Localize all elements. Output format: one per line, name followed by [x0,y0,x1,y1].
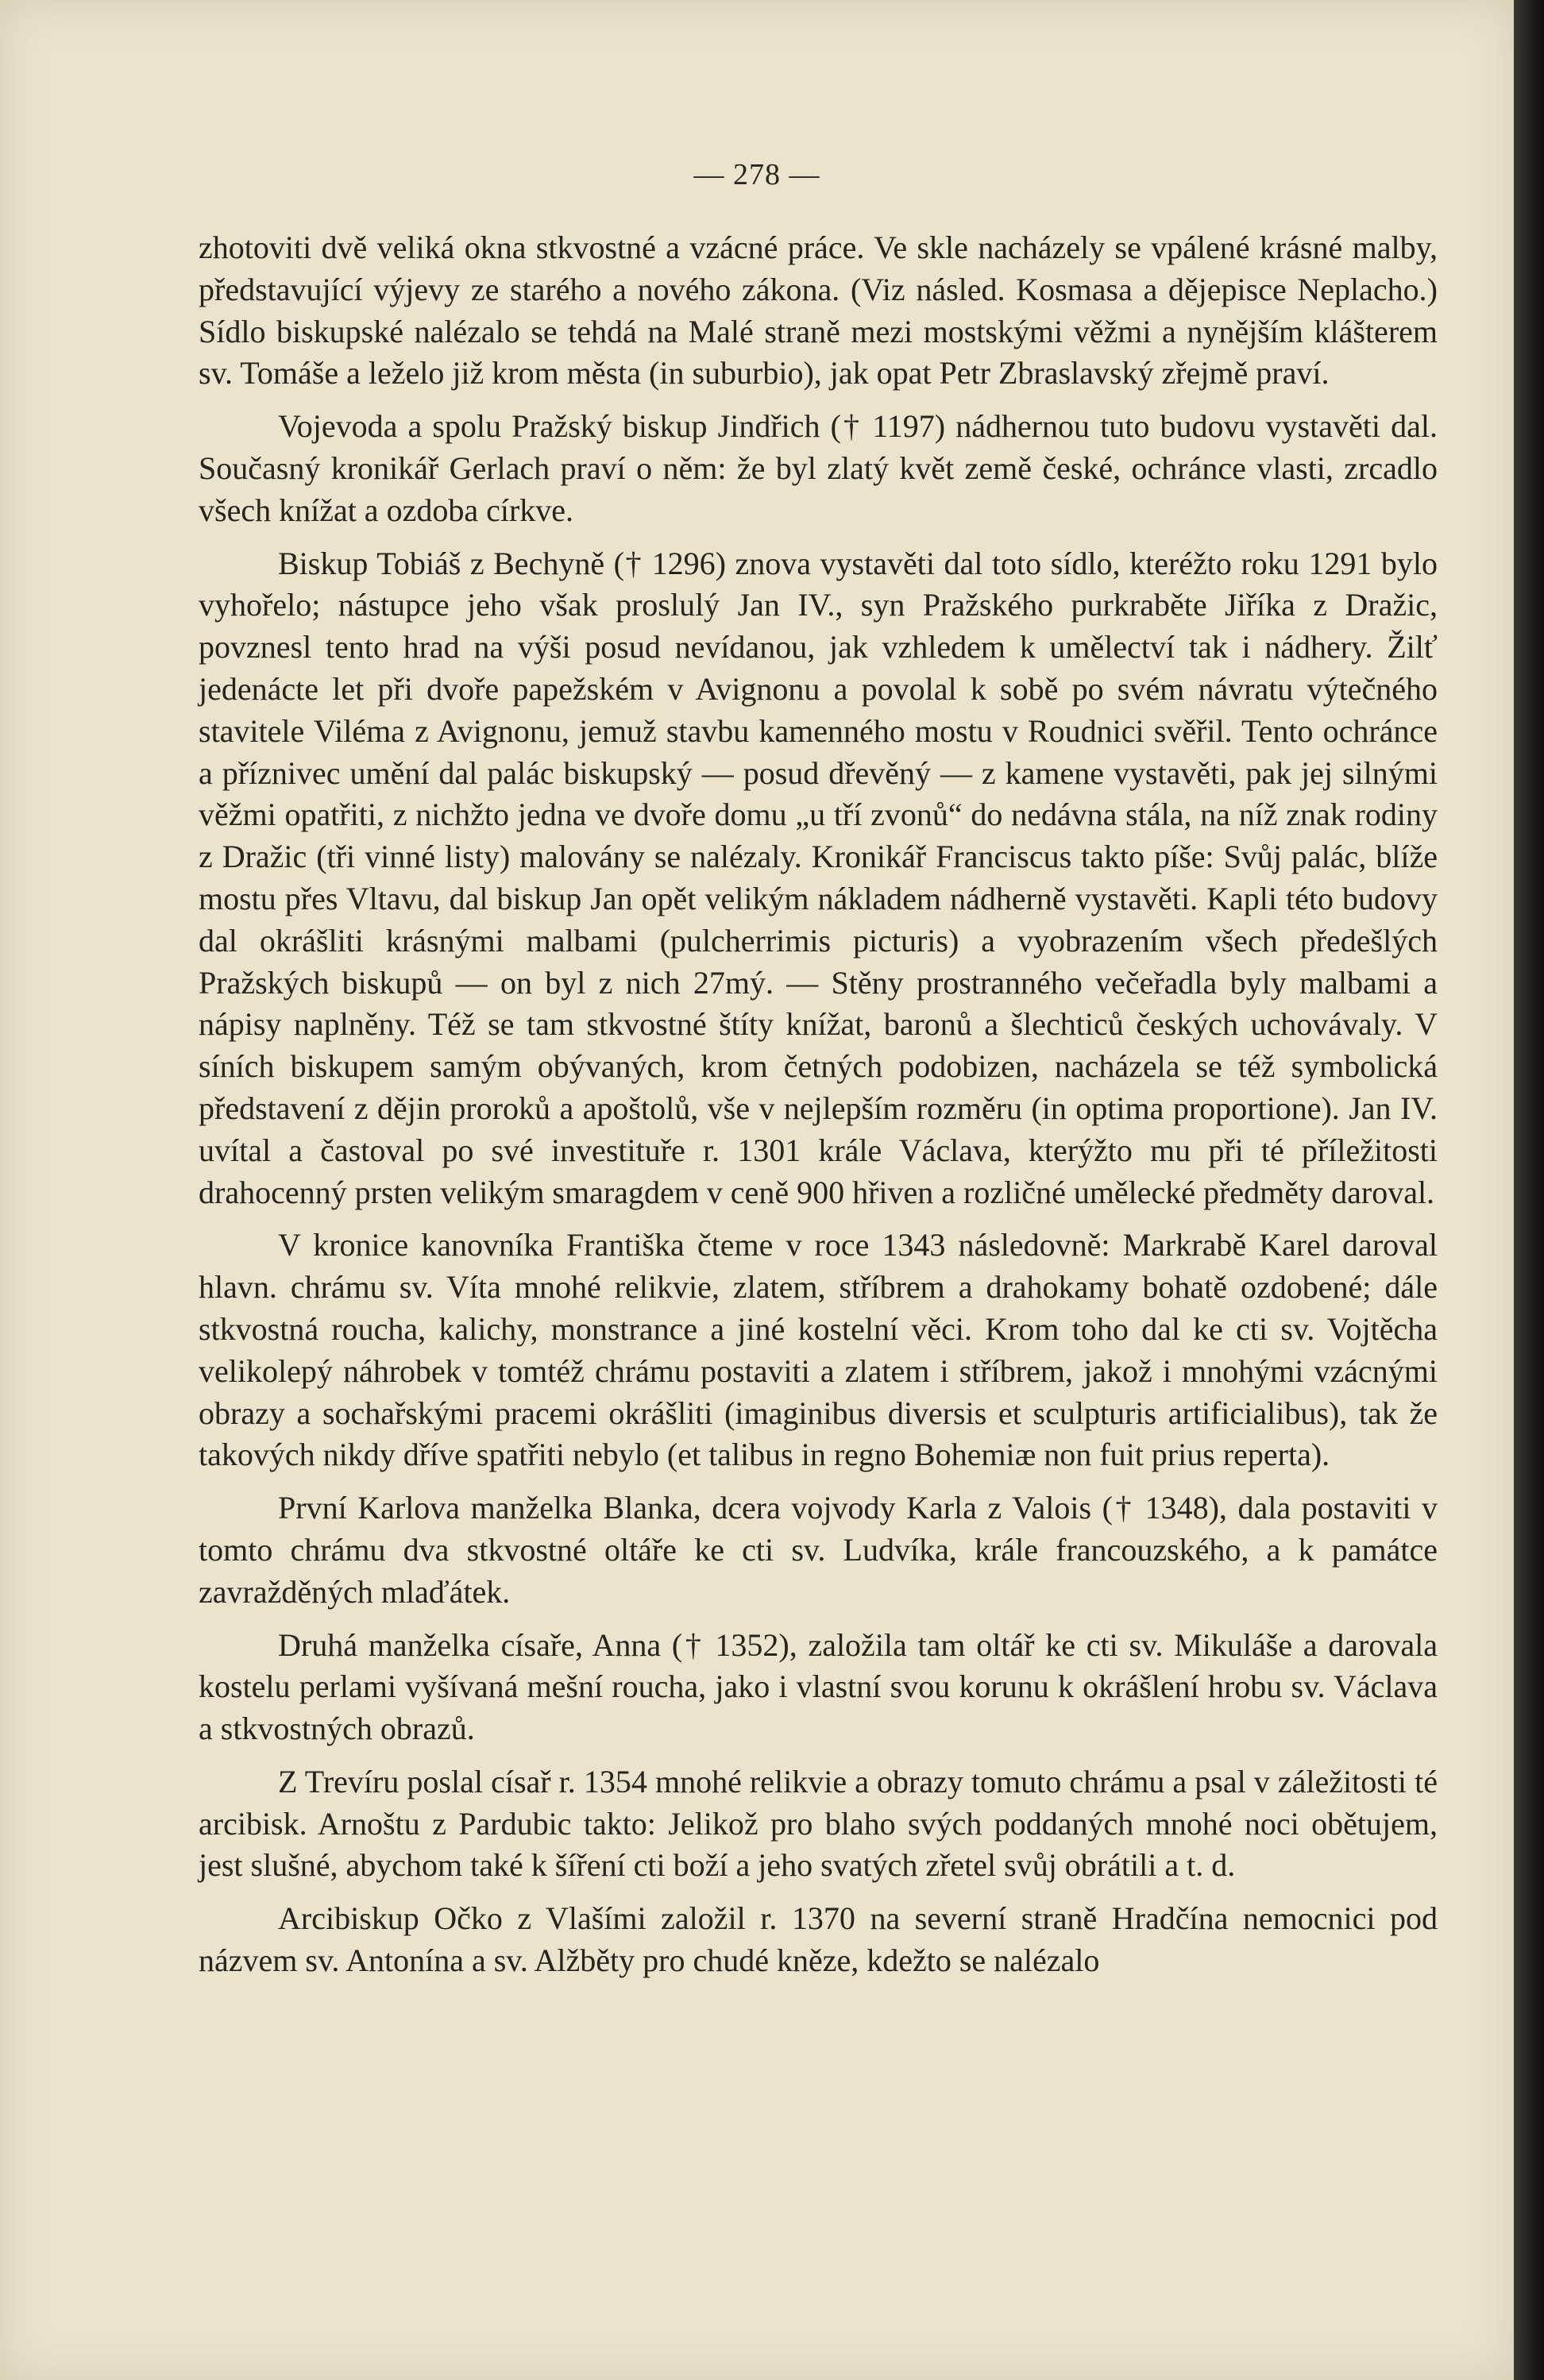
paragraph: První Karlova manželka Blanka, dcera vojvody Karla z Valois († 1348), dala postaviti v tomto chrámu dva stkvostné oltáře ke cti sv. Ludvíka, krále francouzského, a k památce zavražděných mlaďátek. [199,1490,1438,1610]
paragraph: zhotoviti dvě veliká okna stkvostné a vzácné práce. Ve skle nacházely se vpálené krásné malby, představující výjevy ze starého a nového zákona. (Viz násled. Kosmasa a dějepisce Neplacho.) Sídlo biskupské nalézalo se tehdá na Malé straně mezi mostskými věžmi a nynějším klášterem sv. Tomáše a leželo již krom města (in suburbio), jak opat Petr Zbraslavský zřejmě praví. [199,230,1438,392]
paragraph: V kronice kanovníka Františka čteme v roce 1343 následovně: Markrabě Karel daroval hlavn. chrámu sv. Víta mnohé relikvie, zlatem, stříbrem a drahokamy bohatě ozdobené; dále stkvostná roucha, kalichy, monstrance a jiné kostelní věci. Krom toho dal ke cti sv. Vojtěcha velikolepý náhrobek v tomtéž chrámu postaviti a zlatem i stříbrem, jakož i mnohými vzácnými obrazy a sochařskými pracemi okrášliti (imaginibus diversis et sculpturis artificialibus), tak že takových nikdy dříve spatřiti nebylo (et talibus in regno Bohemiæ non fuit prius reperta). [199,1227,1438,1473]
paragraph: Z Trevíru poslal císař r. 1354 mnohé relikvie a obrazy tomuto chrámu a psal v záležitosti té arcibisk. Arnoštu z Pardubic takto: Jelikož pro blaho svých poddaných mnohé noci obětujem, jest slušné, abychom také k šíření cti boží a jeho svatých zřetel svůj obrátili a t. d. [199,1763,1438,1884]
body-text [199,227,1438,1993]
page-edge [1514,0,1544,2380]
paragraph: Biskup Tobiáš z Bechyně († 1296) znova vystavěti dal toto sídlo, kteréžto roku 1291 bylo vyhořelo; nástupce jeho však proslulý Jan IV., syn Pražského purkraběte Jiříka z Dražic, povznesl tento hrad na výši posud nevídanou, jak vzhledem k umělectví tak i nádhery. Žilť jedenácte let při dvoře papežském v Avignonu a povolal k sobě po svém návratu výtečného stavitele Viléma z Avignonu, jemuž stavbu kamenného mostu v Roudnici svěřil. Tento ochránce a příznivec umění dal palác biskupský — posud dřevěný — z kamene vystavěti, pak jej silnými věžmi opatřiti, z nichžto jedna ve dvoře domu „u tří zvonů“ do nedávna stála, na níž znak rodiny z Dražic (tři vinné listy) malovány se nalézaly. Kronikář Franciscus takto píše: Svůj palác, blíže mostu přes Vltavu, dal biskup Jan opět velikým nákladem nádherně vystavěti. Kapli této budovy dal okrášliti krásnými malbami (pulcherrimis picturis) a vyobrazením všech předešlých Pražských biskupů — on byl z nich 27mý. — Stěny prostranného večeřadla byly malbami a nápisy naplněny. Též se tam stkvostné štíty knížat, baronů a šlechticů českých uchovávaly. V síních biskupem samým obývaných, krom četných podobizen, nacházela se též symbolická představení z dějin proroků a apoštolů, vše v nejlepším rozměru (in optima proportione). Jan IV. uvítal a častoval po své investituře r. 1301 krále Václava, kterýžto mu při té příležitosti drahocenný prsten velikým smaragdem v ceně 900 hřiven a rozličné umělecké předměty daroval. [199,545,1438,1210]
paragraph: Druhá manželka císaře, Anna († 1352), založila tam oltář ke cti sv. Mikuláše a darovala kostelu perlami vyšívaná mešní roucha, jako i vlastní svou korunu k okrášlení hrobu sv. Václava a stkvostných obrazů. [199,1626,1438,1747]
paragraph: Arcibiskup Očko z Vlašími založil r. 1370 na severní straně Hradčína nemocnici pod názvem sv. Antonína a sv. Alžběty pro chudé kněze, kdežto se nalézalo [199,1900,1438,1979]
page-number: — 278 — [693,158,820,191]
paragraph: Vojevoda a spolu Pražský biskup Jindřich († 1197) nádhernou tuto budovu vystavěti dal. Současný kronikář Gerlach praví o něm: že byl zlatý květ země české, ochránce vlasti, zrcadlo všech knížat a ozdoba církve. [199,408,1438,528]
